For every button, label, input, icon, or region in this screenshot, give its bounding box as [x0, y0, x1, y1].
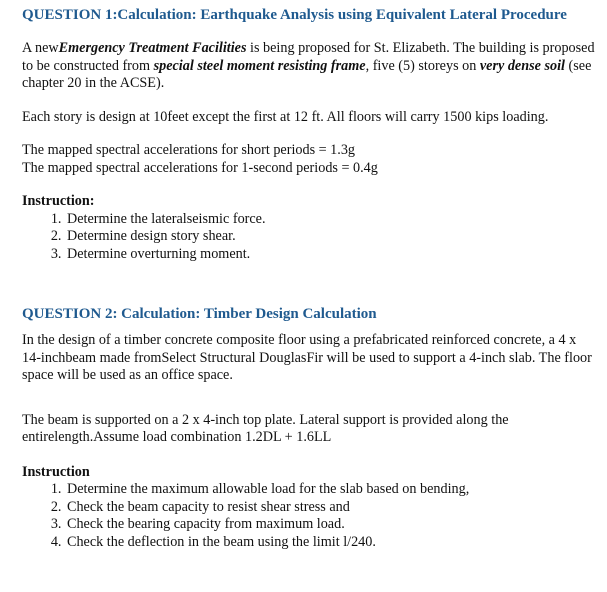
intro-text-e: , five (5) storeys on [365, 57, 480, 74]
question-2-support-paragraph: The beam is supported on a 2 x 4-inch top plate. Lateral support is provided along the entirelength.Assume load combination 1.2DL + 1.6LL [22, 411, 509, 445]
spectral-short-period: The mapped spectral accelerations for short periods = 1.3g [22, 142, 356, 158]
question-2-instruction-heading: Instruction [22, 463, 90, 480]
document-page [22, 6, 597, 551]
intro-text-g: (see chapter 20 in the ACSE). [22, 57, 592, 91]
question-1-steps [22, 211, 597, 264]
intro-text-a: A new [22, 40, 59, 56]
question-2-intro-paragraph: In the design of a timber concrete composite floor using a prefabricated reinforced concrete, a 4 x 14-inchbeam made fromSelect Structural DouglasFir will be used to support a 4-inch slab. The floor space will be used as an office space. [22, 332, 592, 383]
question-1-instruction-heading: Instruction: [22, 193, 95, 209]
list-item: 2. Determine design story shear. [65, 228, 597, 246]
list-item: 4. Check the deflection in the beam using the limit l/240. [65, 534, 597, 552]
question-1-intro-paragraph [22, 40, 597, 93]
list-item: 1. Determine the maximum allowable load for the slab based on bending, [65, 481, 597, 499]
list-item: 2. Check the beam capacity to resist shear stress and [65, 499, 597, 517]
list-item: 3. Determine overturning moment. [65, 246, 597, 264]
list-item: 1. Determine the lateralseismic force. [65, 211, 597, 229]
question-2-title: QUESTION 2: Calculation: Timber Design Calculation [22, 306, 377, 322]
frame-type: special steel moment resisting frame [153, 57, 366, 74]
soil-type: very dense soil [479, 57, 565, 74]
question-1-title: QUESTION 1:Calculation: Earthquake Analysis using Equivalent Lateral Procedure [22, 7, 567, 23]
facility-name: Emergency Treatment Facilities [58, 40, 247, 56]
list-item: 3. Check the bearing capacity from maximum load. [65, 516, 597, 534]
question-1-story-paragraph: Each story is design at 10feet except the first at 12 ft. All floors will carry 1500 kips loading. [22, 108, 549, 125]
question-2-steps [22, 481, 597, 551]
spectral-one-second: The mapped spectral accelerations for 1-second periods = 0.4g [22, 159, 378, 176]
intro-text-c: is being proposed for St. Elizabeth. The building is proposed to be constructed from [22, 40, 595, 74]
